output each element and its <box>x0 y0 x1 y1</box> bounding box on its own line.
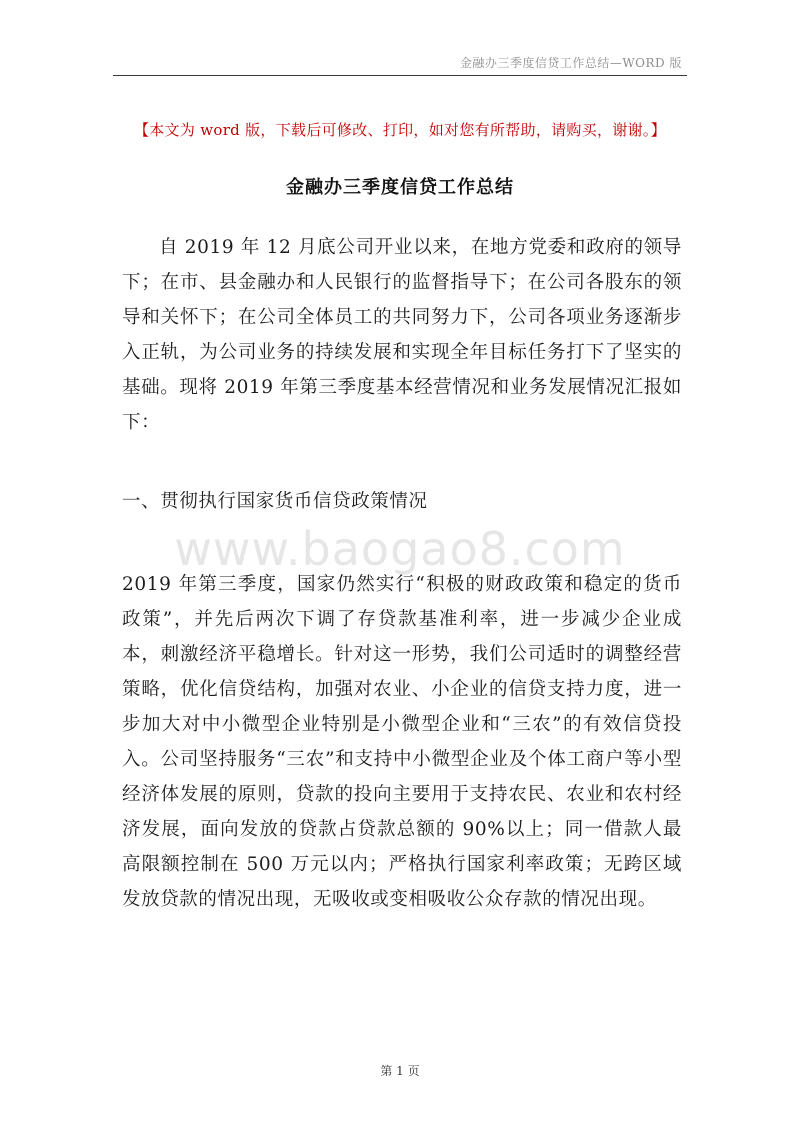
section-heading-1: 一、贯彻执行国家货币信贷政策情况 <box>122 491 428 512</box>
header-divider <box>113 75 687 76</box>
section-1-paragraph: 2019 年第三季度，国家仍然实行“积极的财政政策和稳定的货币政策”，并先后两次下调了存贷款基准利率，进一步减少企业成本，刺激经济平稳增长。针对这一形势，我们公司适时的调整经营策略，优化信贷结构，加强对农业、小企业的信贷支持力度，进一步加大对中小微型企业特别是小微型企业和“三农”的有效信贷投入。公司坚持服务“三农”和支持中小微型企业及个体工商户等小型经济体发展的原则，贷款的投向主要用于支持农民、农业和农村经济发展，面向发放的贷款占贷款总额的 90%以上；同一借款人最高限额控制在 500 万元以内；严格执行国家利率政策；无跨区域发放贷款的情况出现，无吸收或变相吸收公众存款的情况出现。 <box>122 574 682 910</box>
document-title: 金融办三季度信贷工作总结 <box>286 177 514 198</box>
intro-paragraph: 自 2019 年 12 月底公司开业以来，在地方党委和政府的领导下；在市、县金融办和人民银行的监督指导下；在公司各股东的领导和关怀下；在公司全体员工的共同努力下，公司各项业务逐渐步入正轨，为公司业务的持续发展和实现全年目标任务打下了坚实的基础。现将 2019 年第三季度基本经营情况和业务发展情况汇报如下： <box>122 237 682 433</box>
watermark: www.baogao8.com <box>174 522 626 576</box>
running-header: 金融办三季度信贷工作总结—WORD 版 <box>459 56 682 70</box>
page-number: 第 1 页 <box>380 1064 420 1078</box>
download-notice: 【本文为 word 版，下载后可修改、打印，如对您有所帮助，请购买，谢谢。】 <box>133 121 667 139</box>
